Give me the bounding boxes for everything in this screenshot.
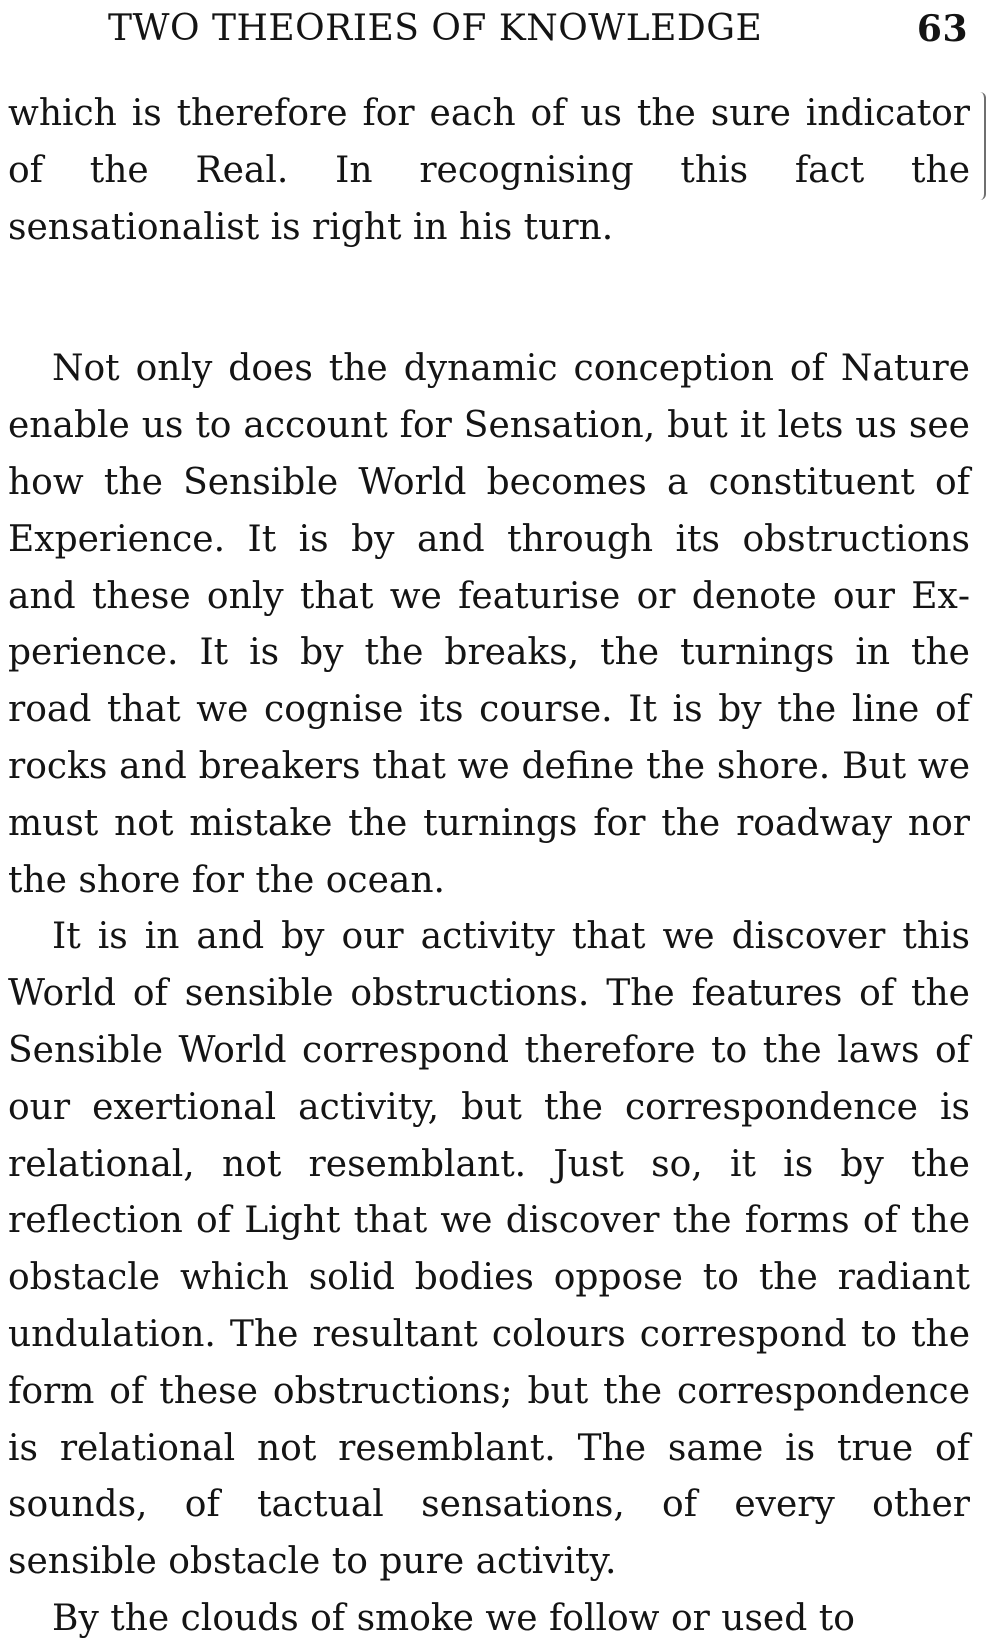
running-head <box>108 8 968 56</box>
body-text <box>8 86 970 1648</box>
paragraph: It is in and by our activity that we discover this World of sensible obstructions. The features of the Sensible World correspond therefore to the laws of our exertional activity, but the correspondence is relational, not resemblant. Just so, it is by the reflection of Light that we discover the forms of the obstacle which solid bodies oppose to the radiant undulation. The resultant colours correspond to the form of these obstructions; but the correspondence is relational not resemblant. The same is true of sounds, of tactual sensations, of every other sensible obstacle to pure activity. <box>8 916 970 1583</box>
paragraph: By the clouds of smoke we follow or used to <box>52 1597 855 1639</box>
paragraph-continued: which is therefore for each of us the sure indicator of the Real. In recognising this fact the sensationalist is right in his turn. <box>8 93 970 248</box>
chapter-title: TWO THEORIES OF KNOWLEDGE <box>108 8 763 49</box>
paragraph: Not only does the dynamic conception of Nature enable us to account for Sensation, but it lets us see how the Sensible World becomes a constituent of Experience. It is by and through its obstructions and these only that we featurise or denote our Experience. It is by the breaks, the turnings in the road that we cognise its course. It is by the line of rocks and breakers that we define the shore. But we must not mistake the turnings for the roadway nor the shore for the ocean. <box>8 348 970 901</box>
page-number: 63 <box>916 8 968 50</box>
margin-bracket-mark <box>978 92 986 200</box>
